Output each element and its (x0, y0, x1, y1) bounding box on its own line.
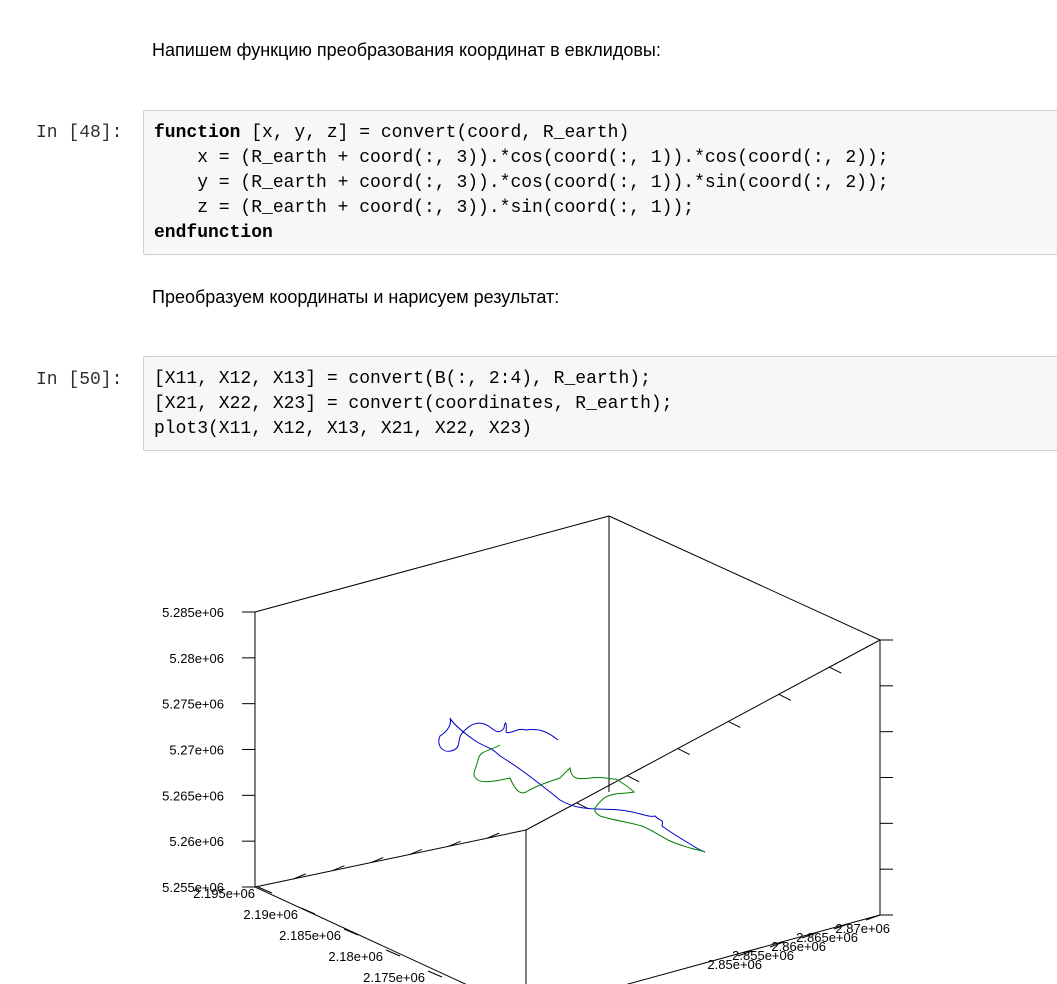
markdown-text: Преобразуем координаты и нарисуем результат: (152, 287, 560, 307)
code-text: y = (R_earth + coord(:, 3)).*cos(coord(:, 1)).*sin(coord(:, 2)); (154, 173, 889, 193)
z-tick-label: 5.26e+06 (169, 834, 224, 850)
axes-box (255, 516, 880, 984)
code-text: [x, y, z] = convert(coord, R_earth) (240, 123, 630, 143)
code-area[interactable] (154, 121, 889, 246)
z-tick-label: 5.27e+06 (169, 742, 224, 758)
y-tick-label: 2.18e+06 (328, 949, 383, 964)
series-line (439, 718, 705, 852)
x-tick-label: 2.87e+06 (835, 921, 890, 936)
code-text: z = (R_earth + coord(:, 3)).*sin(coord(:, 1)); (154, 198, 695, 218)
y-tick (344, 929, 358, 935)
x-tick-label: 2.86e+06 (771, 939, 826, 954)
code-line (154, 417, 672, 442)
code-line (154, 121, 889, 146)
code-line (154, 221, 889, 246)
cell-prompt: In [48]: (36, 123, 123, 143)
code-text: [X11, X12, X13] = convert(B(:, 2:4), R_earth); (154, 369, 651, 389)
z-tick-label: 5.28e+06 (169, 650, 224, 666)
code-line (154, 196, 889, 221)
plot3-figure (140, 500, 1057, 984)
code-line (154, 171, 889, 196)
x-tick-label: 2.855e+06 (732, 948, 794, 963)
floor-tick (779, 694, 791, 700)
z-tick-label: 5.255e+06 (162, 880, 224, 895)
y-tick-label: 2.195e+06 (193, 886, 255, 901)
z-tick-label: 5.275e+06 (162, 696, 224, 712)
axes-edge (526, 640, 880, 830)
x-tick-label: 2.85e+06 (707, 957, 762, 972)
y-tick (301, 908, 315, 914)
y-tick-label: 2.175e+06 (363, 970, 425, 984)
axes-edge (609, 516, 880, 640)
floor-tick (678, 749, 690, 755)
code-cell-50[interactable] (143, 356, 1057, 451)
code-line (154, 367, 672, 392)
x-tick (866, 915, 880, 920)
code-keyword: endfunction (154, 223, 273, 243)
code-cell-48[interactable] (143, 110, 1057, 255)
code-text: [X21, X22, X23] = convert(coordinates, R_earth); (154, 394, 673, 414)
floor-tick (829, 667, 841, 673)
floor-tick (728, 721, 740, 727)
code-line (154, 392, 672, 417)
plot-lines (439, 718, 705, 852)
plot-output (140, 500, 1057, 984)
markdown-text: Напишем функцию преобразования координат в евклидовы: (152, 40, 661, 60)
code-keyword: function (154, 123, 241, 143)
y-tick-label: 2.19e+06 (243, 907, 298, 922)
code-text: plot3(X11, X12, X13, X21, X22, X23) (154, 419, 533, 439)
code-text: x = (R_earth + coord(:, 3)).*cos(coord(:, 1)).*cos(coord(:, 2)); (154, 148, 889, 168)
code-line (154, 146, 889, 171)
axes-edge (255, 516, 609, 612)
z-tick-label: 5.285e+06 (162, 605, 224, 620)
floor-tick (627, 776, 639, 782)
x-tick-label: 2.865e+06 (796, 930, 858, 945)
z-tick-label: 5.265e+06 (162, 788, 224, 804)
axes-edge (526, 915, 880, 984)
code-area[interactable] (154, 367, 672, 442)
y-tick-label: 2.185e+06 (279, 928, 341, 943)
axis-ticks (242, 612, 893, 977)
cell-prompt: In [50]: (36, 370, 123, 390)
